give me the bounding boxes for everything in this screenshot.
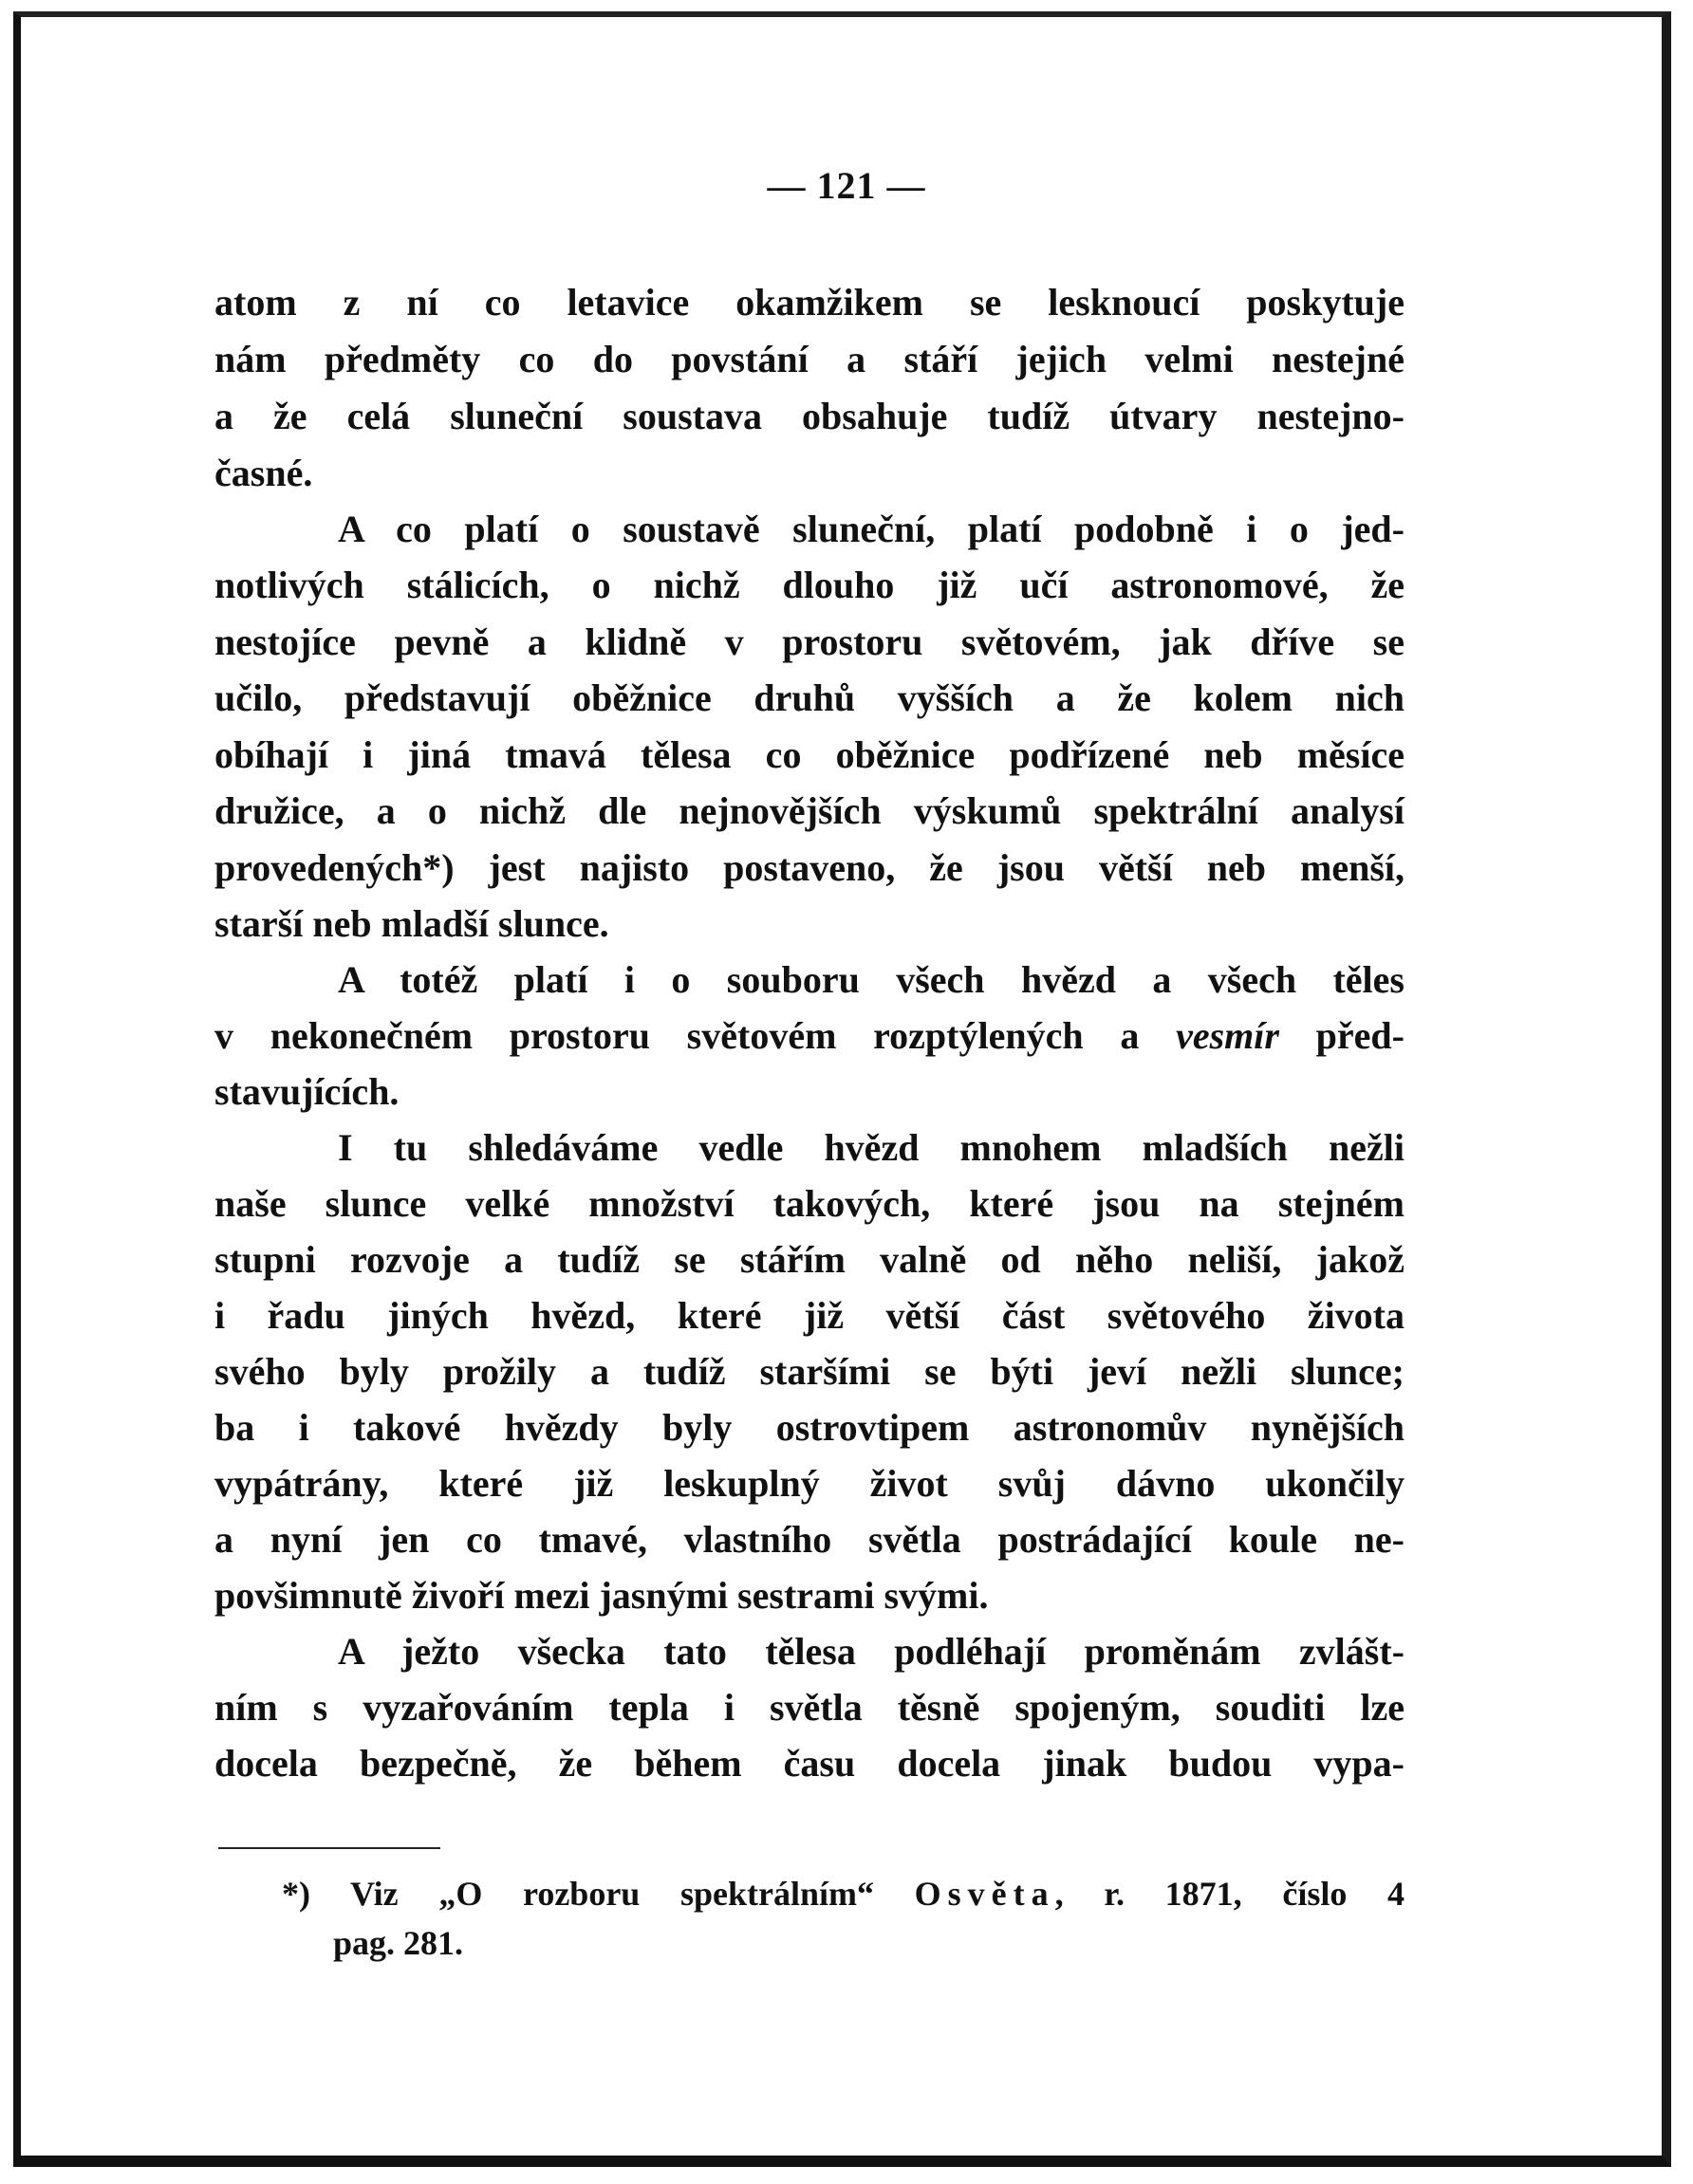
text-segment: v nekonečném prostoru světovém rozptýlených a [214, 1014, 1177, 1057]
footnote-text: *) Viz „O rozboru spektrálním“ [282, 1875, 915, 1913]
footnote-text: , r. 1871, číslo 4 [1054, 1875, 1405, 1913]
italic-term: vesmír [1176, 1014, 1279, 1057]
text-line: docela bezpečně, že během času docela jinak budou vypa- [214, 1742, 1405, 1785]
text-line: učilo, představují oběžnice druhů vyšších a že kolem nich [214, 676, 1405, 719]
footnote-line: pag. 281. [333, 1924, 464, 1962]
text-line: svého byly prožily a tudíž staršími se býti jeví nežli slunce; [214, 1350, 1405, 1393]
text-line: starší neb mladší slunce. [214, 902, 609, 945]
text-line: ním s vyzařováním tepla i světla těsně spojeným, souditi lze [214, 1686, 1405, 1729]
text-line: A ježto všecka tato tělesa podléhají proměnám zvlášt- [338, 1630, 1405, 1673]
text-line: A co platí o soustavě sluneční, platí podobně i o jed- [338, 508, 1405, 550]
text-line: stavujících. [214, 1070, 400, 1113]
footnote-divider [218, 1847, 440, 1849]
text-line: družice, a o nichž dle nejnovějších výskumů spektrální analysí [214, 789, 1405, 832]
text-line: časné. [214, 452, 313, 494]
text-line: stupni rozvoje a tudíž se stářím valně od něho neliší, jakož [214, 1238, 1405, 1281]
text-segment: před- [1278, 1014, 1405, 1057]
text-line: notlivých stálicích, o nichž dlouho již učí astronomové, že [214, 564, 1405, 606]
footnote-line [282, 1873, 1405, 1915]
text-line: provedených*) jest najisto postaveno, že jsou větší neb menší, [214, 846, 1405, 889]
text-line: i řadu jiných hvězd, které již větší část světového života [214, 1294, 1405, 1337]
text-line: a že celá sluneční soustava obsahuje tudíž útvary nestejno- [214, 395, 1405, 437]
footnote-journal: Osvěta [914, 1875, 1055, 1913]
text-line [214, 1012, 1405, 1060]
text-line: obíhají i jiná tmavá tělesa co oběžnice podřízené neb měsíce [214, 733, 1405, 776]
text-line: A totéž platí i o souboru všech hvězd a všech těles [338, 958, 1405, 1001]
text-line: ba i takové hvězdy byly ostrovtipem astronomův nynějších [214, 1406, 1405, 1449]
text-line: atom z ní co letavice okamžikem se lesknoucí poskytuje [214, 281, 1405, 324]
text-line: povšimnutě živoří mezi jasnými sestrami svými. [214, 1574, 989, 1617]
text-line: vypátrány, které již leskuplný život svůj dávno ukončily [214, 1462, 1405, 1505]
text-line: a nyní jen co tmavé, vlastního světla postrádající koule ne- [214, 1518, 1405, 1561]
text-line: nestojíce pevně a klidně v prostoru světovém, jak dříve se [214, 620, 1405, 663]
page-number: — 121 — [767, 164, 926, 207]
text-line: naše slunce velké množství takových, které jsou na stejném [214, 1182, 1405, 1225]
text-line: I tu shledáváme vedle hvězd mnohem mladších nežli [338, 1126, 1405, 1169]
text-line: nám předměty co do povstání a stáří jejich velmi nestejné [214, 338, 1405, 380]
